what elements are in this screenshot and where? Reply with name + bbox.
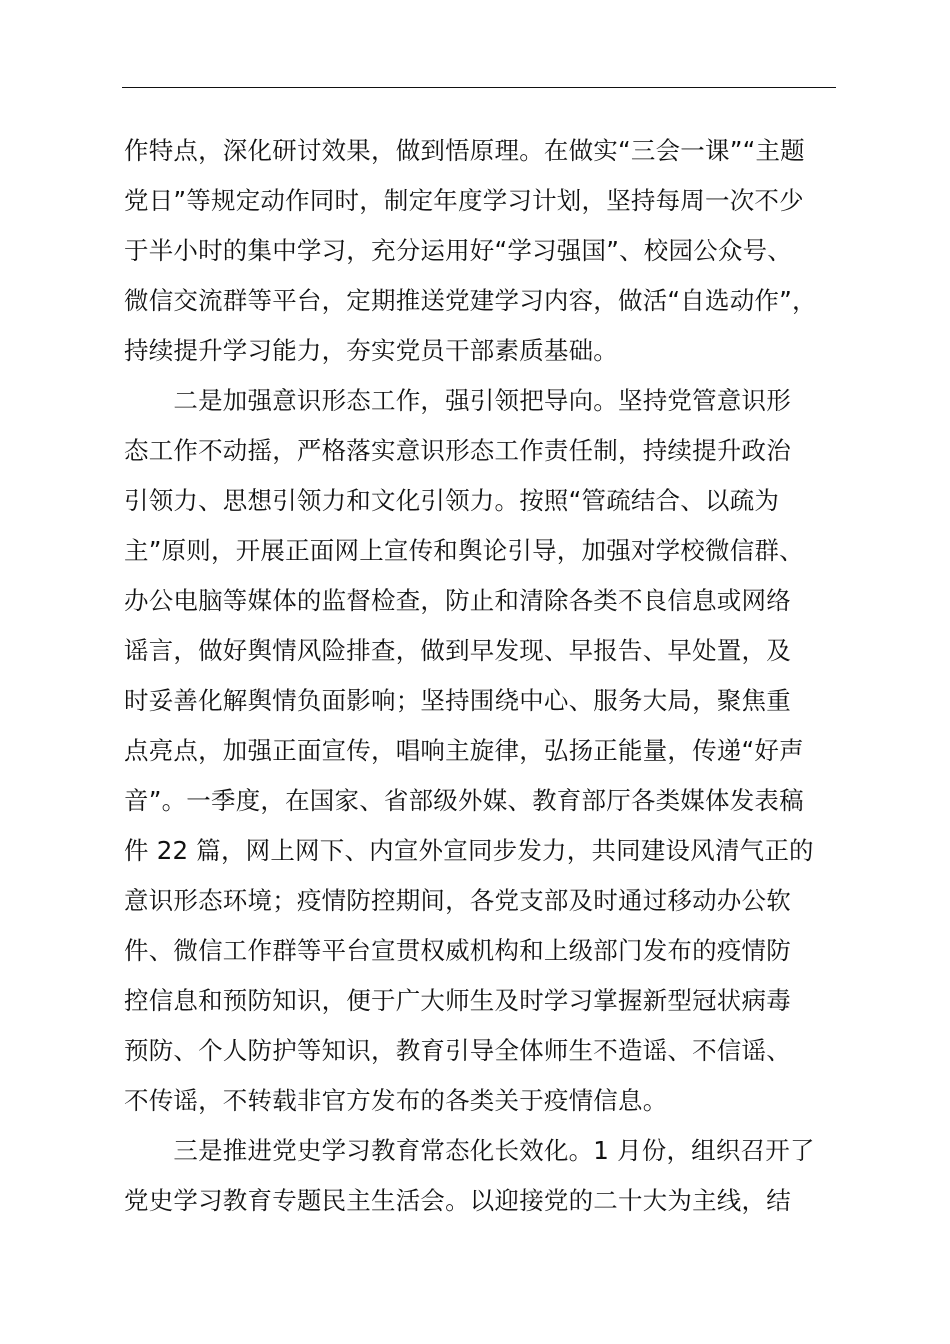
text-line: 党史学习教育专题民主生活会。以迎接党的二十大为主线，结	[124, 1186, 791, 1215]
header-rule	[122, 87, 836, 88]
text-line: 不传谣，不转载非官方发布的各类关于疫情信息。	[124, 1086, 668, 1115]
text-line: 谣言，做好舆情风险排查，做到早发现、早报告、早处置，及	[124, 636, 791, 665]
text-line: 微信交流群等平台，定期推送党建学习内容，做活“自选动作”，	[124, 286, 817, 315]
text-line: 引领力、思想引领力和文化引领力。按照“管疏结合、以疏为	[124, 486, 780, 515]
text-line: 控信息和预防知识，便于广大师生及时学习掌握新型冠状病毒	[124, 986, 791, 1015]
text-line: 主”原则，开展正面网上宣传和舆论引导，加强对学校微信群、	[124, 536, 804, 565]
text-line: 件 22 篇，网上网下、内宣外宣同步发力，共同建设风清气正的	[124, 836, 814, 865]
text-line: 点亮点，加强正面宣传，唱响主旋律，弘扬正能量，传递“好声	[124, 736, 804, 765]
text-line: 党日”等规定动作同时，制定年度学习计划，坚持每周一次不少	[124, 186, 804, 215]
text-line: 作特点，深化研讨效果，做到悟原理。在做实“三会一课”“主题	[124, 136, 805, 165]
paragraph-start-line: 二是加强意识形态工作，强引领把导向。坚持党管意识形	[124, 386, 791, 415]
text-line: 件、微信工作群等平台宣贯权威机构和上级部门发布的疫情防	[124, 936, 791, 965]
body-text	[124, 126, 838, 1226]
text-line: 办公电脑等媒体的监督检查，防止和清除各类不良信息或网络	[124, 586, 791, 615]
text-line: 时妥善化解舆情负面影响；坚持围绕中心、服务大局，聚焦重	[124, 686, 791, 715]
text-line: 态工作不动摇，严格落实意识形态工作责任制，持续提升政治	[124, 436, 791, 465]
text-line: 预防、个人防护等知识，教育引导全体师生不造谣、不信谣、	[124, 1036, 791, 1065]
text-line: 持续提升学习能力，夯实党员干部素质基础。	[124, 336, 618, 365]
text-line: 音”。一季度，在国家、省部级外媒、教育部厅各类媒体发表稿	[124, 786, 804, 815]
paragraph-start-line: 三是推进党史学习教育常态化长效化。1 月份，组织召开了	[124, 1136, 815, 1165]
text-line: 于半小时的集中学习，充分运用好“学习强国”、校园公众号、	[124, 236, 792, 265]
text-line: 意识形态环境；疫情防控期间，各党支部及时通过移动办公软	[124, 886, 791, 915]
